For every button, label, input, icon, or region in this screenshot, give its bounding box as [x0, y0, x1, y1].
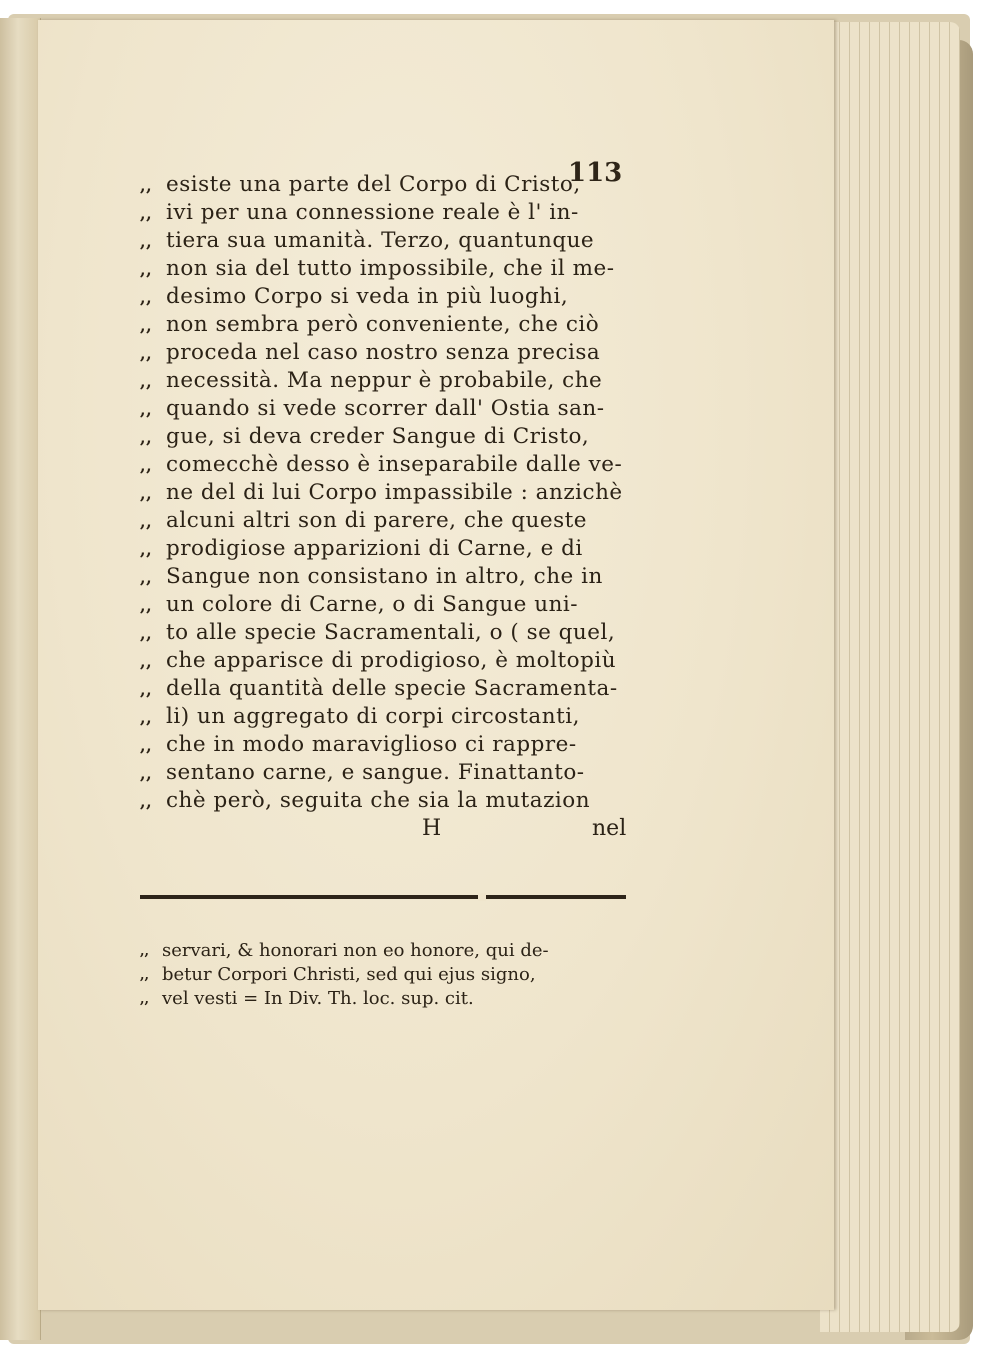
quotation-mark: ,,	[140, 260, 153, 279]
text-line	[140, 648, 640, 676]
quotation-mark: ,,	[140, 624, 153, 643]
footnote-rule	[140, 895, 626, 899]
quotation-mark: ,,	[140, 736, 153, 755]
quotation-mark: ,,	[140, 944, 150, 959]
quotation-mark: ,,	[140, 512, 153, 531]
text-line	[140, 536, 640, 564]
page-number: 113	[568, 158, 623, 188]
line-text: ne del di lui Corpo impassibile : anzichè	[166, 480, 623, 505]
quotation-mark: ,,	[140, 568, 153, 587]
catchword-line	[140, 816, 640, 846]
quotation-mark: ,,	[140, 764, 153, 783]
text-line	[140, 480, 640, 508]
quotation-mark: ,,	[140, 344, 153, 363]
quotation-mark: ,,	[140, 372, 153, 391]
line-text: necessità. Ma neppur è probabile, che	[166, 368, 603, 393]
line-text: che in modo maraviglioso ci rappre-	[166, 732, 577, 757]
text-line	[140, 228, 640, 256]
quotation-mark: ,,	[140, 708, 153, 727]
line-text: prodigiose apparizioni di Carne, e di	[166, 536, 583, 561]
text-line	[140, 676, 640, 704]
line-text: ivi per una connessione reale è l' in-	[166, 200, 579, 225]
quotation-mark: ,,	[140, 316, 153, 335]
text-line	[140, 620, 640, 648]
text-line	[140, 340, 640, 368]
line-text: sentano carne, e sangue. Finattanto-	[166, 760, 585, 785]
text-line	[140, 200, 640, 228]
text-line	[140, 172, 640, 200]
quotation-mark: ,,	[140, 232, 153, 251]
line-text: gue, si deva creder Sangue di Cristo,	[166, 424, 590, 449]
line-text: della quantità delle specie Sacramenta-	[166, 676, 618, 701]
page-edges	[820, 22, 960, 1332]
text-line	[140, 424, 640, 452]
text-line	[140, 704, 640, 732]
line-text: non sia del tutto impossibile, che il me-	[166, 256, 615, 281]
text-line	[140, 396, 640, 424]
text-line	[140, 592, 640, 620]
quotation-mark: ,,	[140, 596, 153, 615]
footnote-text: vel vesti = In Div. Th. loc. sup. cit.	[162, 988, 474, 1009]
signature-mark: H	[422, 816, 442, 841]
line-text: alcuni altri son di parere, che queste	[166, 508, 588, 533]
catchword: nel	[592, 816, 627, 841]
text-line	[140, 368, 640, 396]
text-line	[140, 284, 640, 312]
footnote-text: betur Corpori Christi, sed qui ejus signo,	[162, 964, 536, 985]
quotation-mark: ,,	[140, 680, 153, 699]
footnote-block	[140, 940, 640, 1012]
footnote-text: servari, & honorari non eo honore, qui de-	[162, 940, 549, 961]
text-line	[140, 452, 640, 480]
line-text: quando si vede scorrer dall' Ostia san-	[166, 396, 605, 421]
quotation-mark: ,,	[140, 400, 153, 419]
text-line	[140, 760, 640, 788]
quotation-mark: ,,	[140, 792, 153, 811]
quotation-mark: ,,	[140, 484, 153, 503]
line-text: proceda nel caso nostro senza precisa	[166, 340, 601, 365]
quotation-mark: ,,	[140, 204, 153, 223]
text-line	[140, 508, 640, 536]
line-text: to alle specie Sacramentali, o ( se quel,	[166, 620, 616, 645]
quotation-mark: ,,	[140, 428, 153, 447]
line-text: un colore di Carne, o di Sangue uni-	[166, 592, 579, 617]
quotation-mark: ,,	[140, 540, 153, 559]
main-text-block	[140, 172, 640, 816]
quotation-mark: ,,	[140, 652, 153, 671]
footnote-rule-gap	[478, 893, 486, 901]
line-text: tiera sua umanità. Terzo, quantunque	[166, 228, 595, 253]
quotation-mark: ,,	[140, 288, 153, 307]
line-text: chè però, seguita che sia la mutazion	[166, 788, 591, 813]
footnote-line	[140, 940, 640, 964]
footnote-line	[140, 964, 640, 988]
line-text: desimo Corpo si veda in più luoghi,	[166, 284, 569, 309]
line-text: esiste una parte del Corpo di Cristo,	[166, 172, 581, 197]
text-line	[140, 564, 640, 592]
quotation-mark: ,,	[140, 992, 150, 1007]
line-text: che apparisce di prodigioso, è moltopiù	[166, 648, 617, 673]
quotation-mark: ,,	[140, 176, 153, 195]
line-text: comecchè desso è inseparabile dalle ve-	[166, 452, 623, 477]
text-line	[140, 732, 640, 760]
binding-gutter	[0, 18, 41, 1340]
text-line	[140, 788, 640, 816]
text-line	[140, 312, 640, 340]
line-text: non sembra però conveniente, che ciò	[166, 312, 600, 337]
text-line	[140, 256, 640, 284]
quotation-mark: ,,	[140, 456, 153, 475]
footnote-line	[140, 988, 640, 1012]
line-text: Sangue non consistano in altro, che in	[166, 564, 603, 589]
line-text: li) un aggregato di corpi circostanti,	[166, 704, 580, 729]
quotation-mark: ,,	[140, 968, 150, 983]
